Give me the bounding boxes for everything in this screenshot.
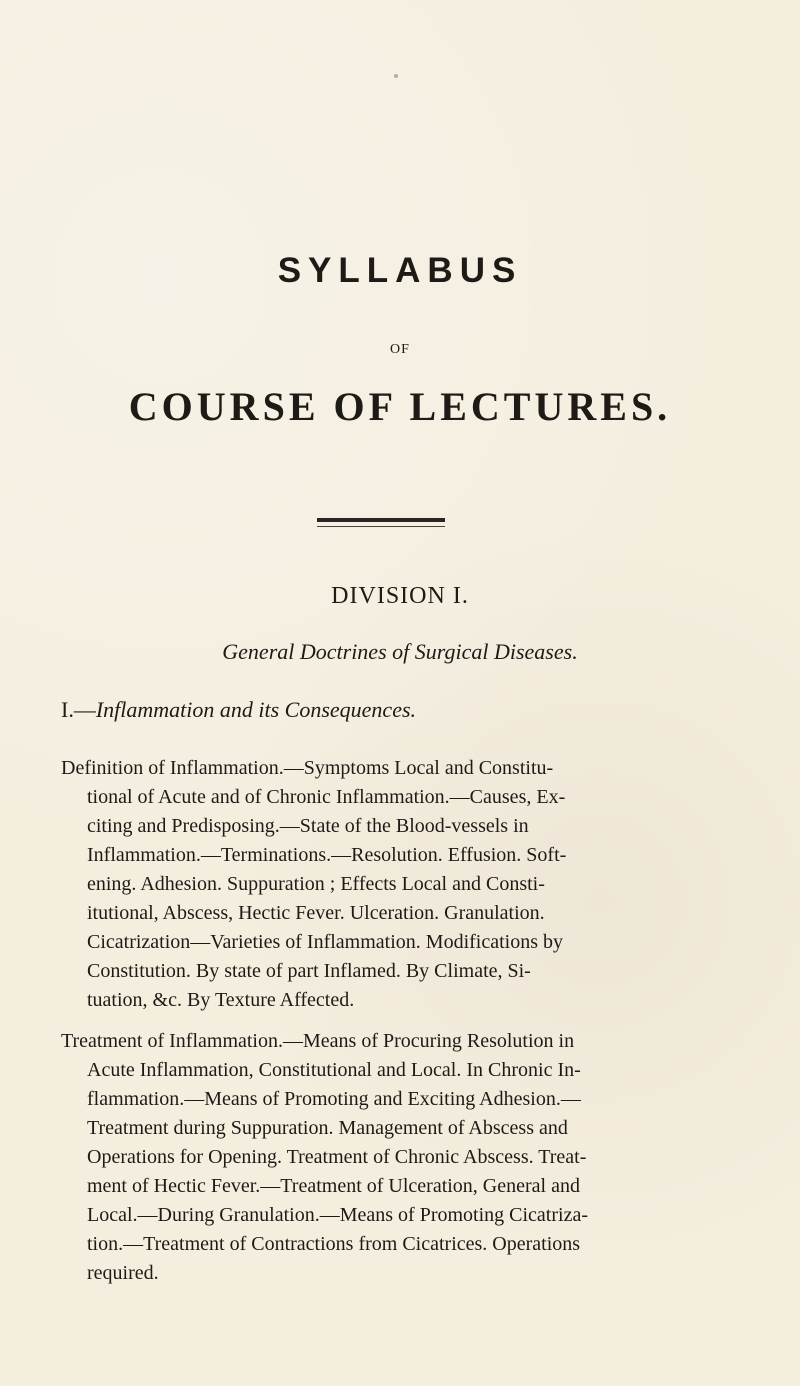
decorative-rule-thin: [317, 526, 445, 527]
text-line: Treatment of Inflammation.—Means of Procuring Resolution in: [61, 1030, 575, 1052]
section-heading: [61, 699, 416, 721]
division-heading: DIVISION I.: [331, 583, 469, 609]
title-connector: OF: [390, 342, 410, 357]
text-line: Definition of Inflammation.—Symptoms Local and Constitu-: [61, 757, 554, 779]
text-line: Local.—During Granulation.—Means of Promoting Cicatriza-: [87, 1204, 588, 1226]
text-line: Operations for Opening. Treatment of Chronic Abscess. Treat-: [87, 1146, 587, 1168]
paragraph-definition: [61, 754, 713, 1015]
text-line: flammation.—Means of Promoting and Exciting Adhesion.—: [87, 1088, 581, 1110]
text-line: citing and Predisposing.—State of the Blood-vessels in: [87, 815, 529, 837]
section-title: Inflammation and its Consequences.: [95, 697, 417, 722]
paragraph-treatment: [61, 1027, 713, 1288]
section-number: I.—: [61, 697, 96, 722]
text-line: Treatment during Suppuration. Management of Abscess and: [87, 1117, 568, 1139]
text-line: Constitution. By state of part Inflamed. By Climate, Si-: [87, 960, 531, 982]
text-line: required.: [87, 1262, 159, 1284]
page-title: SYLLABUS: [277, 251, 523, 290]
text-line: ment of Hectic Fever.—Treatment of Ulceration, General and: [87, 1175, 580, 1197]
text-line: ening. Adhesion. Suppuration ; Effects Local and Consti-: [87, 873, 545, 895]
text-line: Acute Inflammation, Constitutional and Local. In Chronic In-: [87, 1059, 581, 1081]
paper-speck: [394, 74, 398, 78]
text-line: itutional, Abscess, Hectic Fever. Ulceration. Granulation.: [87, 902, 545, 924]
text-line: tuation, &c. By Texture Affected.: [87, 989, 355, 1011]
text-line: Inflammation.—Terminations.—Resolution. Effusion. Soft-: [87, 844, 567, 866]
course-title: COURSE OF LECTURES.: [128, 384, 672, 429]
text-line: tional of Acute and of Chronic Inflammation.—Causes, Ex-: [87, 786, 566, 808]
decorative-rule-thick: [317, 518, 445, 522]
text-line: Cicatrization—Varieties of Inflammation. Modifications by: [87, 931, 563, 953]
division-subtitle: General Doctrines of Surgical Diseases.: [222, 639, 578, 664]
text-line: tion.—Treatment of Contractions from Cicatrices. Operations: [87, 1233, 581, 1255]
